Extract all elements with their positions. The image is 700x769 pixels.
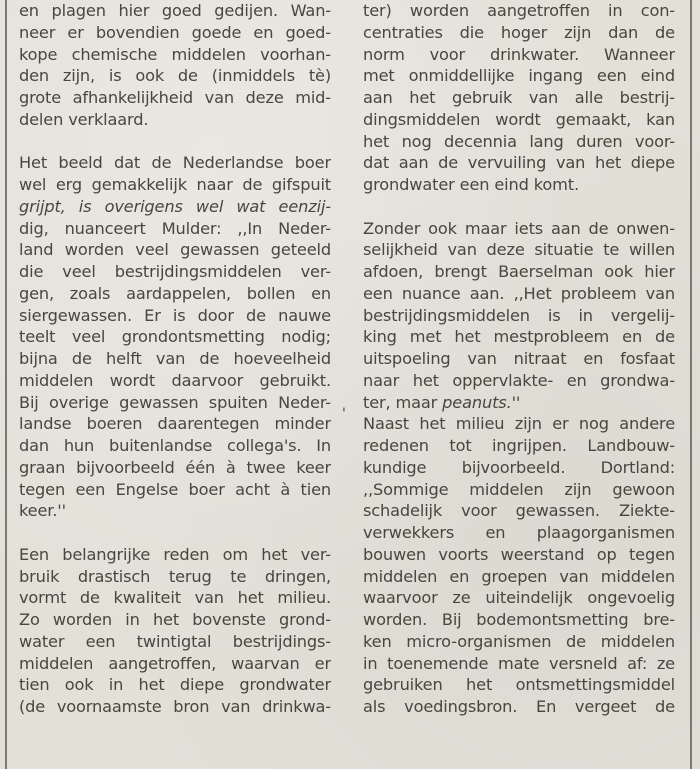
- paragraph: [363, 218, 675, 414]
- paragraph-gap: [19, 131, 331, 153]
- text-line: kundige bijvoorbeeld. Dortland:: [363, 457, 675, 477]
- text-line: ken micro-organismen de middelen: [363, 631, 675, 651]
- text-line-with-italic: ter, maar peanuts.'': [363, 392, 521, 412]
- paragraph-gap: [19, 522, 331, 544]
- text-line: siergewassen. Er is door de nauwe: [19, 305, 331, 325]
- paragraph: [19, 544, 331, 718]
- text-line: bouwen voorts weerstand op tegen: [363, 544, 675, 564]
- stray-print-mark: ': [342, 406, 346, 422]
- text-line: landse boeren daarentegen minder: [19, 414, 331, 434]
- text-line: dingsmiddelen wordt gemaakt, kan: [363, 109, 675, 129]
- text-line: bruik drastisch terug te dringen,: [19, 566, 331, 586]
- article-column-left: [19, 0, 331, 718]
- text-line: dan hun buitenlandse collega's. In: [19, 436, 331, 455]
- text-line: Het beeld dat de Nederlandse boer: [19, 153, 331, 173]
- paragraph: [19, 152, 331, 522]
- article-column-right: [363, 0, 675, 718]
- text-line: uitspoeling van nitraat en fosfaat: [363, 349, 675, 368]
- text-line: een nuance aan. ,,Het probleem van: [363, 283, 675, 303]
- text-line: (de voornaamste bron van drinkwa-: [19, 697, 331, 716]
- text-line: vormt de kwaliteit van het milieu.: [19, 588, 331, 608]
- italic-word: peanuts.: [442, 392, 512, 412]
- text-line: keer.'': [19, 501, 66, 521]
- text-line: naar het oppervlakte- en grondwa-: [363, 370, 675, 390]
- text-line: verwekkers en plaagorganismen: [363, 523, 675, 542]
- text-line: worden. Bij bodemontsmetting bre-: [363, 610, 675, 629]
- text-line: centraties die hoger zijn dan de: [363, 22, 675, 42]
- text-line: ter) worden aangetroffen in con-: [363, 1, 675, 20]
- text-line: Naast het milieu zijn er nog andere: [363, 414, 675, 434]
- text-line: norm voor drinkwater. Wanneer: [363, 44, 675, 64]
- paragraph-gap: [363, 196, 675, 218]
- text-line: tegen een Engelse boer acht à tien: [19, 479, 331, 499]
- text-line: en plagen hier goed gedijen. Wan-: [19, 1, 331, 20]
- text-line: kope chemische middelen voorhan-: [19, 44, 331, 64]
- text-line: land worden veel gewassen geteeld: [19, 240, 331, 260]
- text-line: met onmiddellijke ingang een eind: [363, 66, 675, 86]
- text-line: neer er bovendien goede en goed-: [19, 22, 331, 42]
- text-line: teelt veel grondontsmetting nodig;: [19, 327, 331, 347]
- text-line-italic: grijpt, is overigens wel wat eenzij-: [19, 196, 331, 216]
- paragraph: [363, 0, 675, 196]
- text-line: Een belangrijke reden om het ver-: [19, 544, 331, 564]
- text-line: als voedingsbron. En vergeet de: [363, 697, 675, 716]
- text-line: die veel bestrijdingsmiddelen ver-: [19, 262, 331, 281]
- text-line: water een twintigtal bestrijdings-: [19, 631, 331, 651]
- text-line: selijkheid van deze situatie te willen: [363, 240, 675, 260]
- text-line: middelen aangetroffen, waarvan er: [19, 653, 331, 673]
- paragraph: [19, 0, 331, 131]
- text-line: waarvoor ze uiteindelijk ongevoelig: [363, 588, 675, 608]
- text-line: wel erg gemakkelijk naar de gifspuit: [19, 175, 331, 194]
- text-line: het nog decennia lang duren voor-: [363, 131, 675, 151]
- text-line: grote afhankelijkheid van deze mid-: [19, 88, 331, 107]
- text-line: middelen wordt daarvoor gebruikt.: [19, 370, 331, 390]
- column-rule-right: [690, 0, 692, 769]
- text-line: middelen en groepen van middelen: [363, 566, 675, 586]
- text-line: aan het gebruik van alle bestrij-: [363, 88, 675, 107]
- text-line: gen, zoals aardappelen, bollen en: [19, 283, 331, 303]
- text-line: Zonder ook maar iets aan de onwen-: [363, 218, 675, 238]
- text-line: graan bijvoorbeeld één à twee keer: [19, 457, 331, 477]
- text-line: dat aan de vervuiling van het diepe: [363, 153, 675, 173]
- paragraph: [363, 413, 675, 718]
- text-line: redenen tot ingrijpen. Landbouw-: [363, 436, 675, 455]
- text-line: Zo worden in het bovenste grond-: [19, 610, 331, 629]
- text-line: Bij overige gewassen spuiten Neder-: [19, 392, 331, 412]
- text-line: den zijn, is ook de (inmiddels tè): [19, 66, 331, 86]
- text-line: afdoen, brengt Baerselman ook hier: [363, 262, 675, 281]
- text-line: delen verklaard.: [19, 109, 149, 129]
- text-line: schadelijk voor gewassen. Ziekte-: [363, 501, 675, 521]
- text-line: king met het mestprobleem en de: [363, 327, 675, 347]
- text-line: ,,Sommige middelen zijn gewoon: [363, 479, 675, 499]
- text-line: gebruiken het ontsmettingsmiddel: [363, 675, 675, 695]
- text-line: in toenemende mate versneld af: ze: [363, 653, 675, 673]
- text-line: tien ook in het diepe grondwater: [19, 675, 331, 695]
- text-line: bestrijdingsmiddelen is in vergelij-: [363, 305, 675, 325]
- column-rule-left: [5, 0, 7, 769]
- text-line: dig, nuanceert Mulder: ,,In Neder-: [19, 218, 331, 238]
- text-line: bijna de helft van de hoeveelheid: [19, 349, 331, 368]
- text-line: grondwater een eind komt.: [363, 175, 579, 194]
